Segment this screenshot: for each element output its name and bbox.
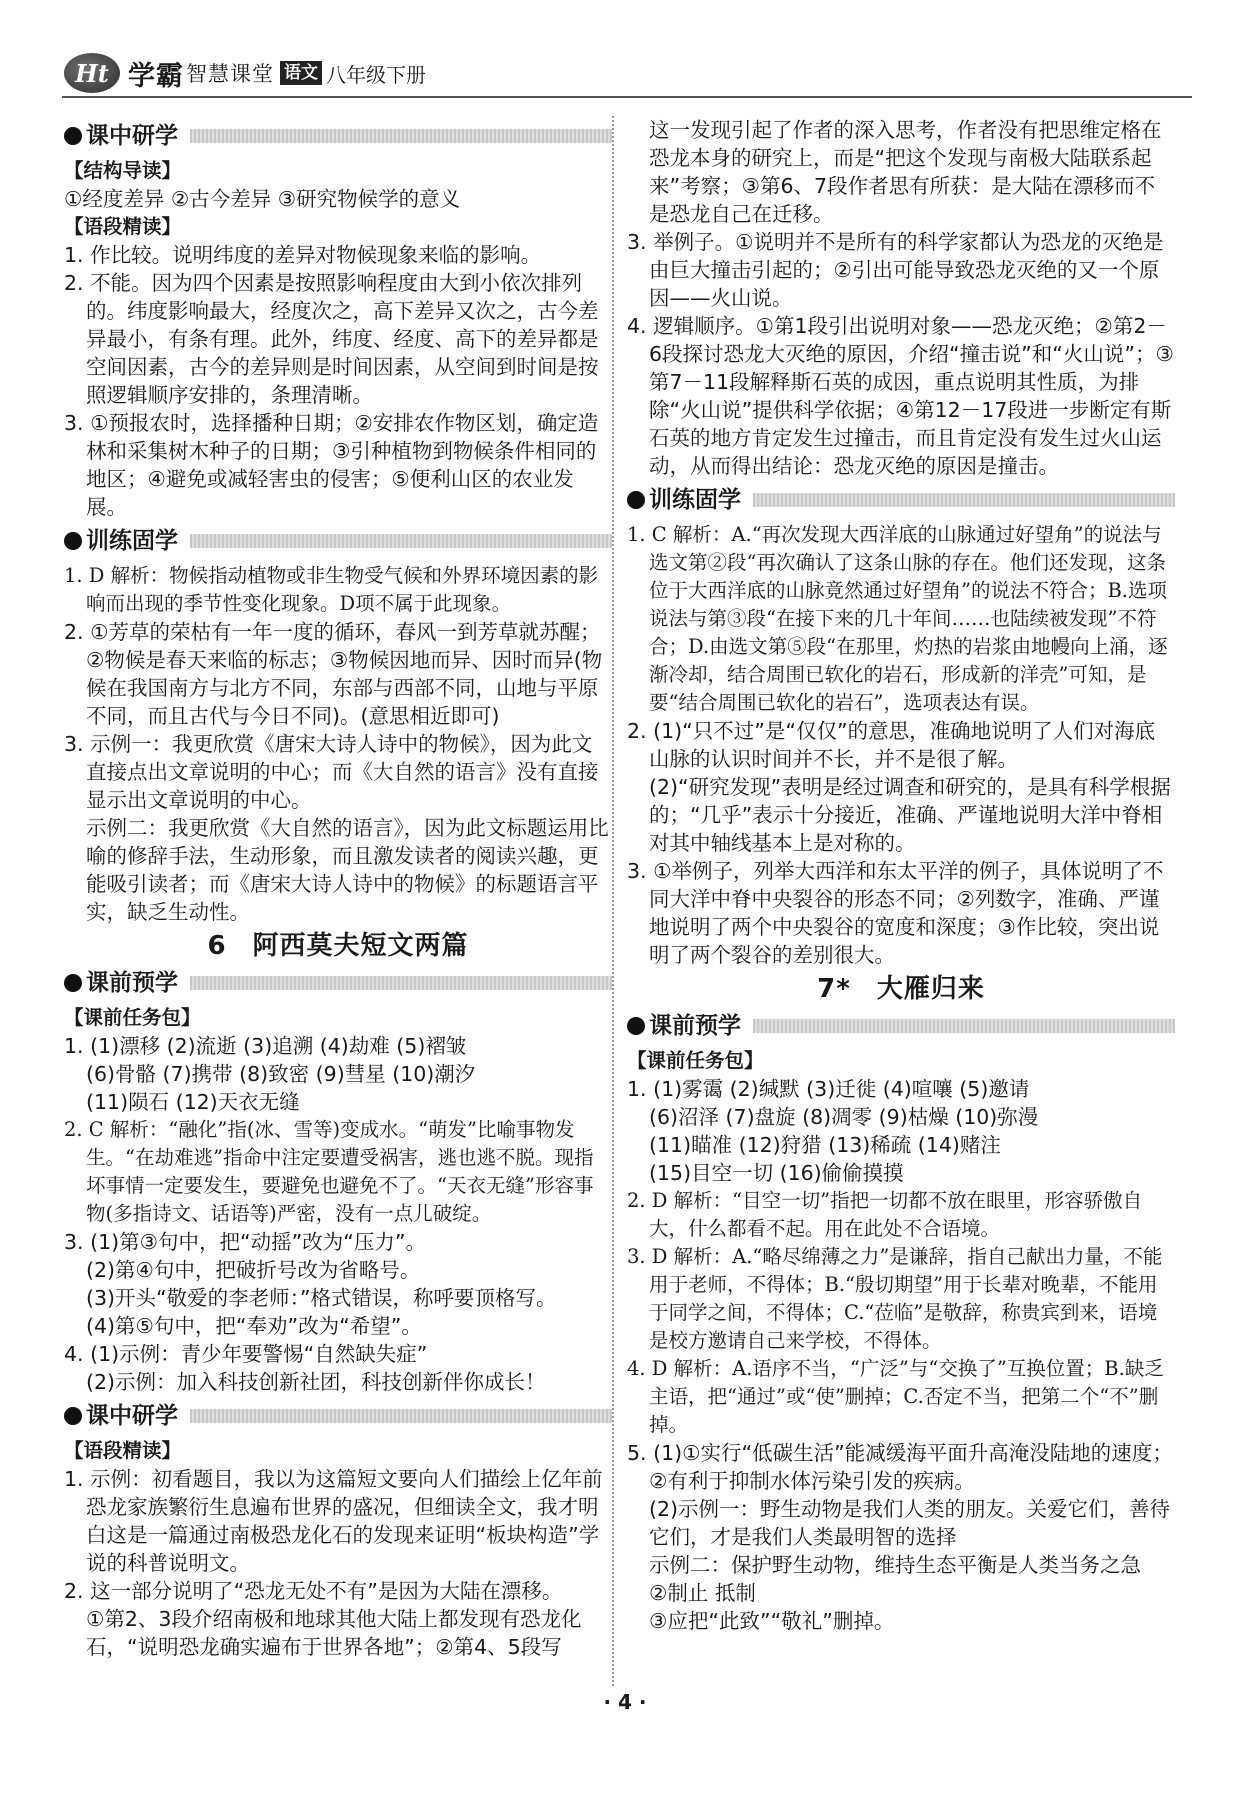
subheading: 【语段精读】	[64, 215, 182, 238]
column-divider	[612, 116, 614, 1686]
answer-item: 4. D 解析：A.语序不当，“广泛”与“交换了”互换位置；B.缺乏主语，把“通过”或“使”删掉；C.否定不当，把第二个“不”删掉。	[627, 1357, 1164, 1436]
lesson-title: 6 阿西莫夫短文两篇	[207, 931, 469, 961]
subheading: 【结构导读】	[64, 159, 182, 182]
section-header: 课中研学	[64, 1399, 612, 1433]
brand-sub: 智慧课堂	[186, 62, 274, 86]
answer-continuation: 示例二：保护野生动物，维持生态平衡是人类当务之急	[649, 1553, 1141, 1577]
answer-item: 1. 作比较。说明纬度的差异对物候现象来临的影响。	[64, 243, 542, 267]
answer-line: 4. (1)示例：青少年要警惕“自然缺失症”	[64, 1342, 428, 1366]
answer-item: 3. D 解析：A.“略尽绵薄之力”是谦辞，指自己献出力量，不能用于老师，不得体；B.“殷切期望”用于长辈对晚辈，不能用于同学之间，不得体；C.“莅临”是敬辞，称贵宾到来，语境是校方邀请自己来学校，不得体。	[627, 1245, 1163, 1352]
section-bar	[753, 493, 1175, 507]
answer-item: 2. 不能。因为四个因素是按照影响程度由大到小依次排列的。纬度影响最大，经度次之，高下差异又次之，古今差异最小，有条有理。此外，纬度、经度、高下的差异都是空间因素，古今的差异则是时间因素，从空间到时间是按照逻辑顺序安排的，条理清晰。	[64, 271, 599, 407]
answer-line: 1. (1)雾霭 (2)缄默 (3)迁徙 (4)喧嚷 (5)邀请	[627, 1077, 1030, 1101]
answer-line: (4)第⑤句中，把“奉劝”改为“希望”。	[86, 1314, 422, 1338]
answer-continuation: ③应把“此致”“敬礼”删掉。	[649, 1609, 895, 1633]
answer-text: ①经度差异 ②古今差异 ③研究物候学的意义	[64, 187, 461, 211]
bullet-icon	[64, 974, 82, 992]
answer-item: 2. D 解析：“目空一切”指把一切都不放在眼里，形容骄傲自大，什么都看不起。用在此处不合语境。	[627, 1189, 1143, 1240]
bullet-icon	[64, 532, 82, 550]
section-header: 课中研学	[64, 119, 612, 153]
bullet-icon	[627, 1017, 645, 1035]
answer-item: 2. C 解析：“融化”指(冰、雪等)变成水。“萌发”比喻事物发生。“在劫难逃”指命中注定要遭受祸害，逃也逃不脱。现指坏事情一定要发生，要避免也避免不了。“天衣无缝”形容事物(多指诗文、话语等)严密，没有一点儿破绽。	[64, 1118, 594, 1225]
brand-main: 学霸	[128, 60, 184, 92]
section-bar	[753, 1019, 1175, 1033]
header-rule	[62, 96, 1192, 98]
lesson-title: 7* 大雁归来	[817, 974, 985, 1004]
answer-item: 3. 示例一：我更欣赏《唐宋大诗人诗中的物候》，因为此文直接点出文章说明的中心；而《大自然的语言》没有直接显示出文章说明的中心。	[64, 732, 599, 812]
grade-label: 八年级下册	[326, 62, 426, 87]
answer-continuation: 示例二：我更欣赏《大自然的语言》，因为此文标题运用比喻的修辞手法，生动形象，而且激发读者的阅读兴趣，更能吸引读者；而《唐宋大诗人诗中的物候》的标题语言平实，缺乏生动性。	[86, 816, 609, 924]
section-header: 课前预学	[627, 1009, 1175, 1043]
right-column	[627, 116, 1175, 1676]
answer-item: 1. 示例：初看题目，我以为这篇短文要向人们描绘上亿年前恐龙家族繁衍生息遍布世界的盛况，但细读全文，我才明白这是一篇通过南极恐龙化石的发现来证明“板块构造”学说的科普说明文。	[64, 1467, 603, 1575]
page-number: · 4 ·	[603, 1690, 647, 1714]
answer-line: 1. (1)漂移 (2)流逝 (3)追溯 (4)劫难 (5)褶皱	[64, 1034, 467, 1058]
bullet-icon	[627, 491, 645, 509]
answer-item: 2. 这一部分说明了“恐龙无处不有”是因为大陆在漂移。	[64, 1579, 563, 1603]
bullet-icon	[64, 1407, 82, 1425]
answer-item: 1. C 解析：A.“再次发现大西洋底的山脉通过好望角”的说法与选文第②段“再次确认了这条山脉的存在。他们还发现，这条位于大西洋底的山脉竟然通过好望角”的说法不符合；B.选项说法与第③段“在接下来的几十年间……也陆续被发现”不符合；D.由选文第⑤段“在那里，灼热的岩浆由地幔向上涌，逐渐冷却，结合周围已软化的岩石，形成新的洋壳”可知，是要“结合周围已软化的岩石”，选项表达有误。	[627, 523, 1168, 714]
page-header	[64, 50, 464, 96]
answer-continuation: 这一发现引起了作者的深入思考，作者没有把思维定格在恐龙本身的研究上，而是“把这个发现与南极大陆联系起来”考察；③第6、7段作者思有所获：是大陆在漂移而不是恐龙自己在迁移。	[649, 118, 1162, 226]
section-header: 训练固学	[64, 524, 612, 558]
answer-item: 5. (1)①实行“低碳生活”能减缓海平面升高淹没陆地的速度；②有利于抑制水体污染引发的疾病。	[627, 1441, 1173, 1493]
answer-item: 1. D 解析：物候指动植物或非生物受气候和外界环境因素的影响而出现的季节性变化现象。D项不属于此现象。	[64, 564, 599, 615]
answer-line: (3)开头“敬爱的李老师：”格式错误，称呼要顶格写。	[86, 1286, 557, 1310]
subheading: 【课前任务包】	[627, 1049, 764, 1072]
answer-item: 4. 逻辑顺序。①第1段引出说明对象——恐龙灭绝；②第2－6段探讨恐龙大灭绝的原因，介绍“撞击说”和“火山说”；③第7－11段解释斯石英的成因，重点说明其性质，为排除“火山说”提供科学依据；④第12－17段进一步断定有斯石英的地方肯定发生过撞击，而且肯定没有发生过火山运动，从而得出结论：恐龙灭绝的原因是撞击。	[627, 314, 1174, 478]
answer-item: 3. ①预报农时，选择播种日期；②安排农作物区划，确定造林和采集树木种子的日期；③引种植物到物候条件相同的地区；④避免或减轻害虫的侵害；⑤便利山区的农业发展。	[64, 411, 599, 519]
answer-continuation: (2)“研究发现”表明是经过调查和研究的，是具有科学根据的；“几乎”表示十分接近，准确、严谨地说明大洋中脊相对其中轴线基本上是对称的。	[649, 775, 1171, 855]
publisher-logo	[64, 53, 120, 93]
answer-item: 2. (1)“只不过”是“仅仅”的意思，准确地说明了人们对海底山脉的认识时间并不长，并不是很了解。	[627, 719, 1156, 771]
answer-line: 3. (1)第③句中，把“动摇”改为“压力”。	[64, 1230, 426, 1254]
answer-item: 3. 举例子。①说明并不是所有的科学家都认为恐龙的灭绝是由巨大撞击引起的；②引出可能导致恐龙灭绝的又一个原因——火山说。	[627, 230, 1164, 310]
answer-line: (6)骨骼 (7)携带 (8)致密 (9)彗星 (10)潮汐	[86, 1062, 476, 1086]
subheading: 【课前任务包】	[64, 1006, 201, 1029]
section-bar	[190, 534, 612, 548]
answer-line: (11)陨石 (12)天衣无缝	[86, 1090, 300, 1114]
left-column	[64, 116, 612, 1676]
subheading: 【语段精读】	[64, 1439, 182, 1462]
answer-line: (6)沼泽 (7)盘旋 (8)凋零 (9)枯燥 (10)弥漫	[649, 1105, 1039, 1129]
answer-continuation: ②制止 抵制	[649, 1581, 756, 1605]
bullet-icon	[64, 127, 82, 145]
subject-badge: 语文	[280, 61, 322, 85]
answer-item: 2. ①芳草的荣枯有一年一度的循环，春风一到芳草就苏醒；②物候是春天来临的标志；③物候因地而异、因时而异(物候在我国南方与北方不同，东部与西部不同，山地与平原不同，而且古代与今日不同)。(意思相近即可)	[64, 620, 603, 728]
section-bar	[190, 129, 612, 143]
section-header: 训练固学	[627, 483, 1175, 517]
answer-continuation: ①第2、3段介绍南极和地球其他大陆上都发现有恐龙化石，“说明恐龙确实遍布于世界各地”；②第4、5段写	[86, 1607, 582, 1659]
answer-line: (2)示例：加入科技创新社团，科技创新伴你成长！	[86, 1370, 546, 1394]
section-bar	[190, 976, 612, 990]
section-header: 课前预学	[64, 966, 612, 1000]
section-bar	[190, 1409, 612, 1423]
answer-line: (15)目空一切 (16)偷偷摸摸	[649, 1161, 904, 1185]
answer-line: (11)瞄准 (12)狩猎 (13)稀疏 (14)赌注	[649, 1133, 1001, 1157]
answer-item: 3. ①举例子，列举大西洋和东太平洋的例子，具体说明了不同大洋中脊中央裂谷的形态不同；②列数字，准确、严谨地说明了两个中央裂谷的宽度和深度；③作比较，突出说明了两个裂谷的差别很大。	[627, 859, 1164, 967]
answer-line: (2)第④句中，把破折号改为省略号。	[86, 1258, 421, 1282]
answer-continuation: (2)示例一：野生动物是我们人类的朋友。关爱它们，善待它们，才是我们人类最明智的选择	[649, 1497, 1171, 1549]
logo-letters: Ht	[75, 58, 109, 88]
